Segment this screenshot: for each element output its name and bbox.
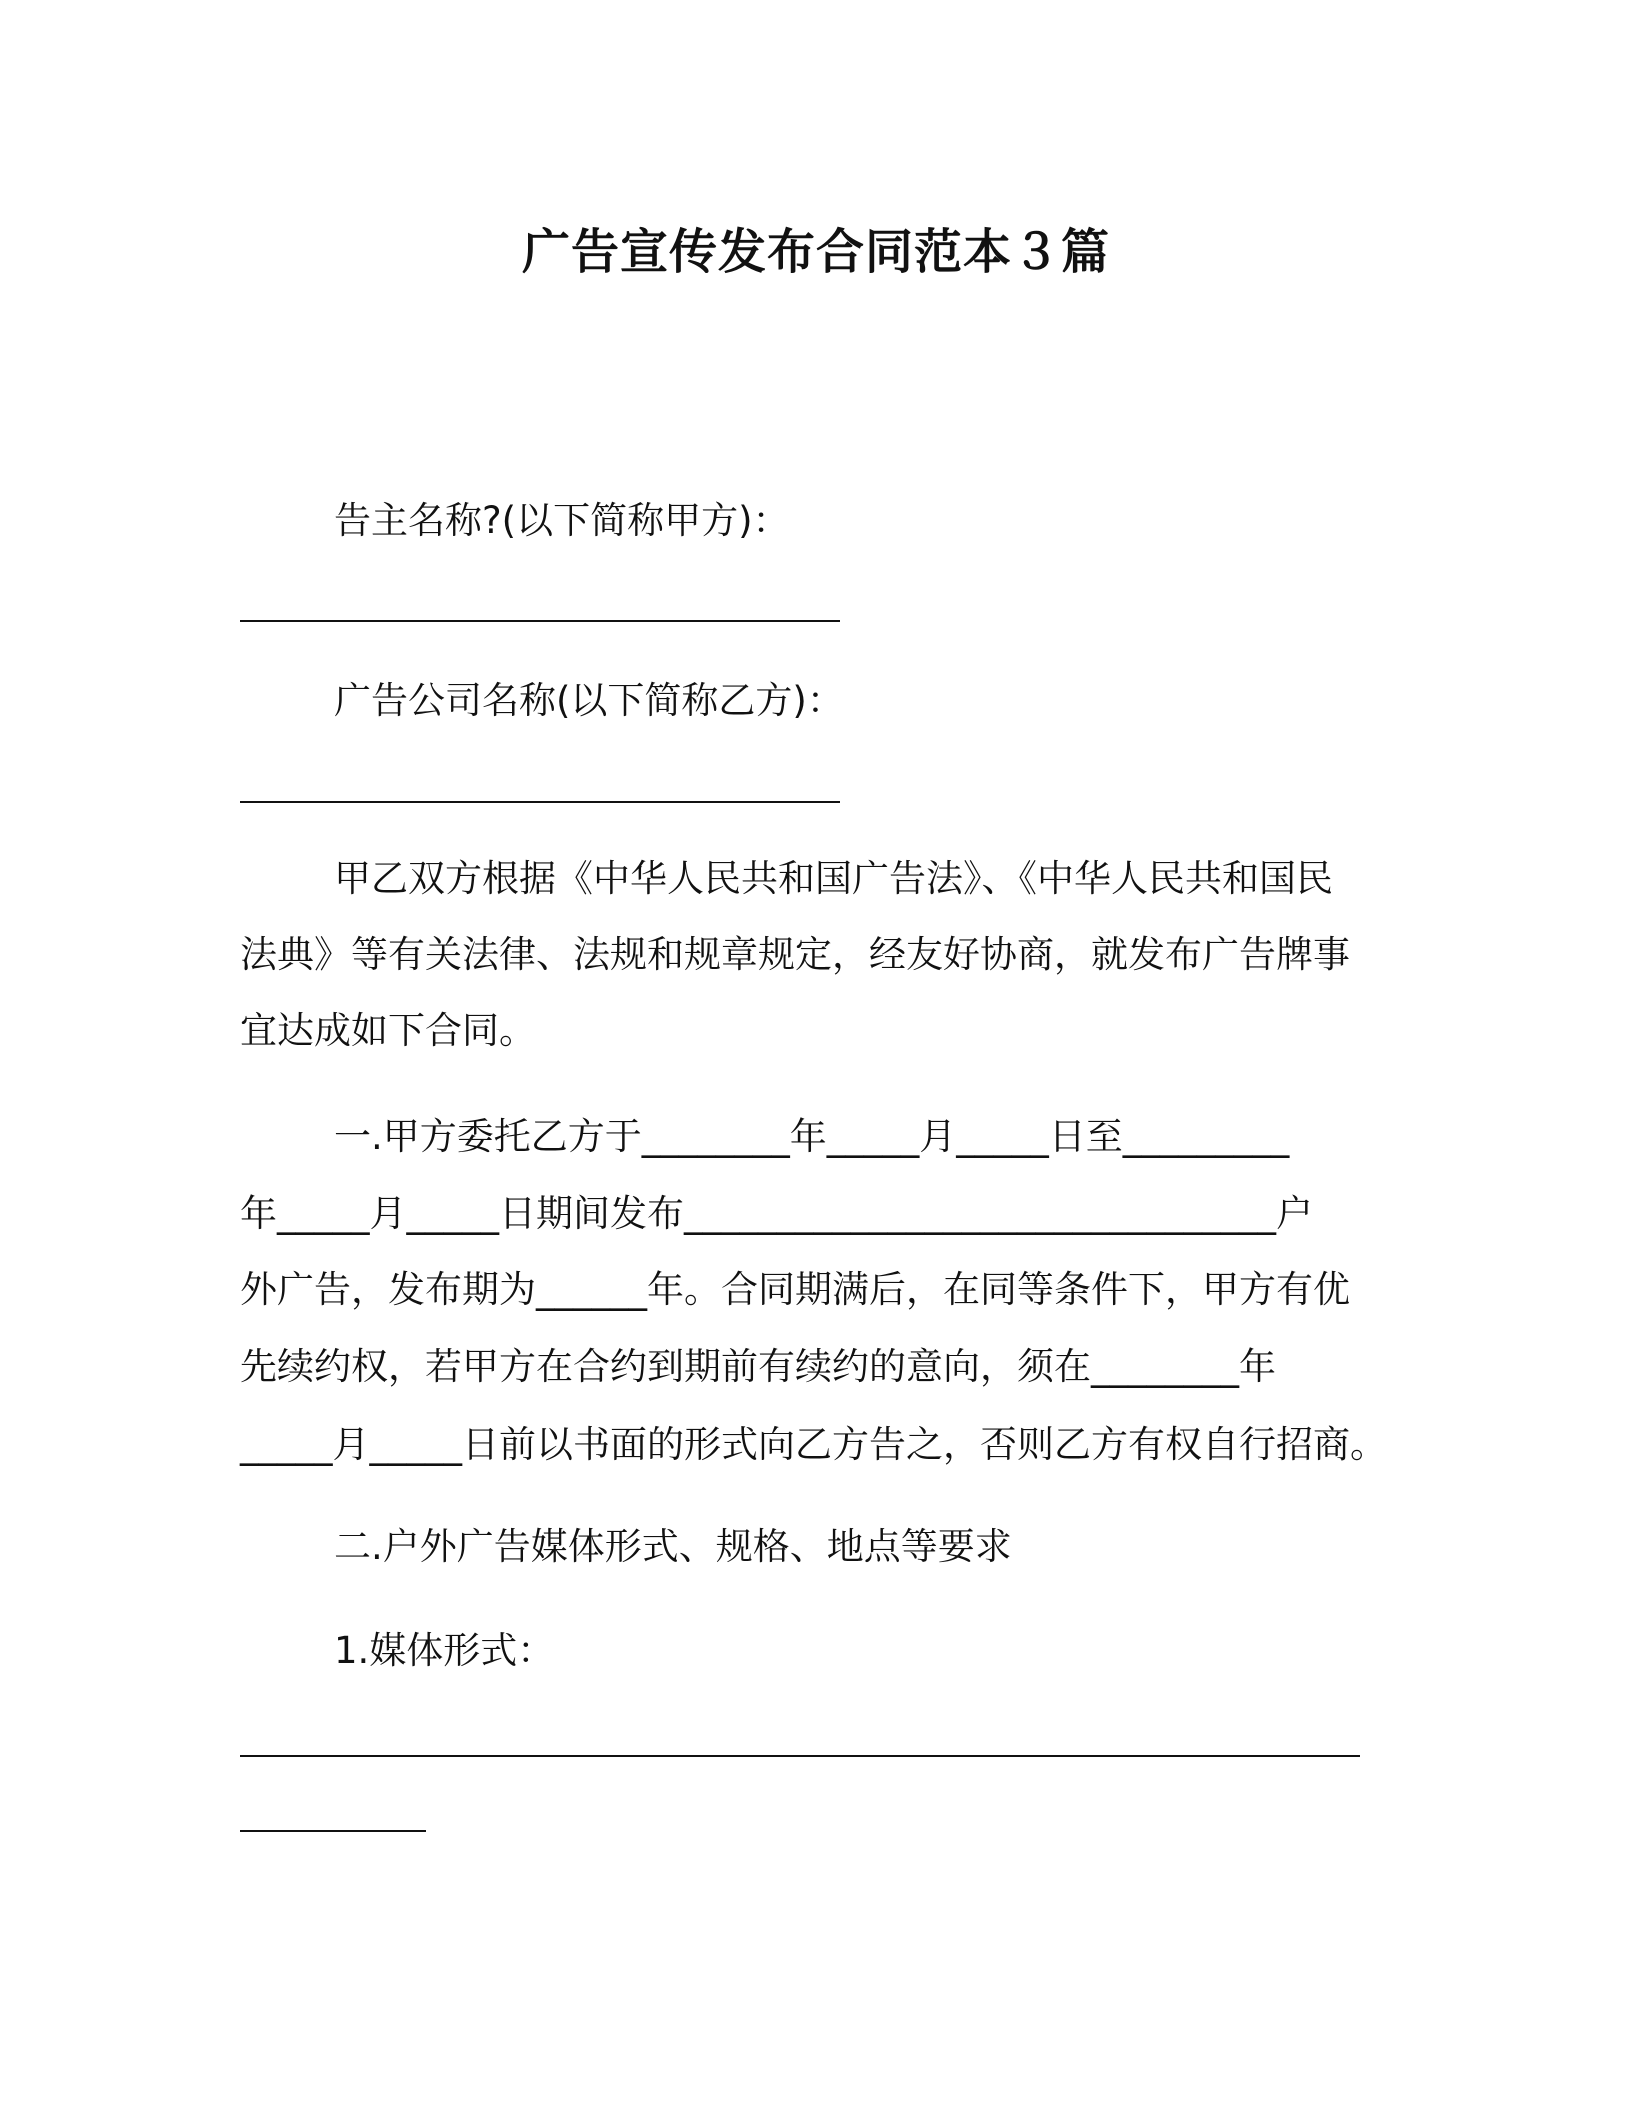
clause2-heading: 二.户外广告媒体形式、规格、地点等要求 bbox=[334, 1525, 1012, 1568]
intro-line-2: 法典》等有关法律、法规和规章规定，经友好协商，就发布广告牌事 bbox=[240, 933, 1350, 976]
party-b-label: 广告公司名称(以下简称乙方)： bbox=[334, 679, 844, 722]
party-a-blank bbox=[240, 620, 840, 622]
clause1-line-5: _____月_____日前以书面的形式向乙方告之，否则乙方有权自行招商。 bbox=[240, 1423, 1387, 1466]
party-b-blank bbox=[240, 801, 840, 803]
clause1-line-3: 外广告，发布期为______年。合同期满后，在同等条件下，甲方有优 bbox=[240, 1268, 1350, 1311]
media-form-blank-1 bbox=[240, 1755, 1360, 1757]
intro-line-3: 宜达成如下合同。 bbox=[240, 1009, 536, 1052]
media-form-blank-2 bbox=[240, 1830, 426, 1832]
document-title: 广告宣传发布合同范本３篇 bbox=[521, 224, 1110, 280]
clause1-line-2: 年_____月_____日期间发布________________________________户 bbox=[240, 1192, 1313, 1235]
party-a-label: 告主名称?(以下简称甲方)： bbox=[334, 499, 790, 542]
clause1-line-4: 先续约权，若甲方在合约到期前有续约的意向，须在________年 bbox=[240, 1345, 1276, 1388]
intro-line-1: 甲乙双方根据《中华人民共和国广告法》、《中华人民共和国民 bbox=[334, 857, 1333, 900]
clause1-line-1: 一.甲方委托乙方于________年_____月_____日至_________ bbox=[334, 1115, 1290, 1158]
item1-label: 1.媒体形式： bbox=[334, 1629, 555, 1672]
